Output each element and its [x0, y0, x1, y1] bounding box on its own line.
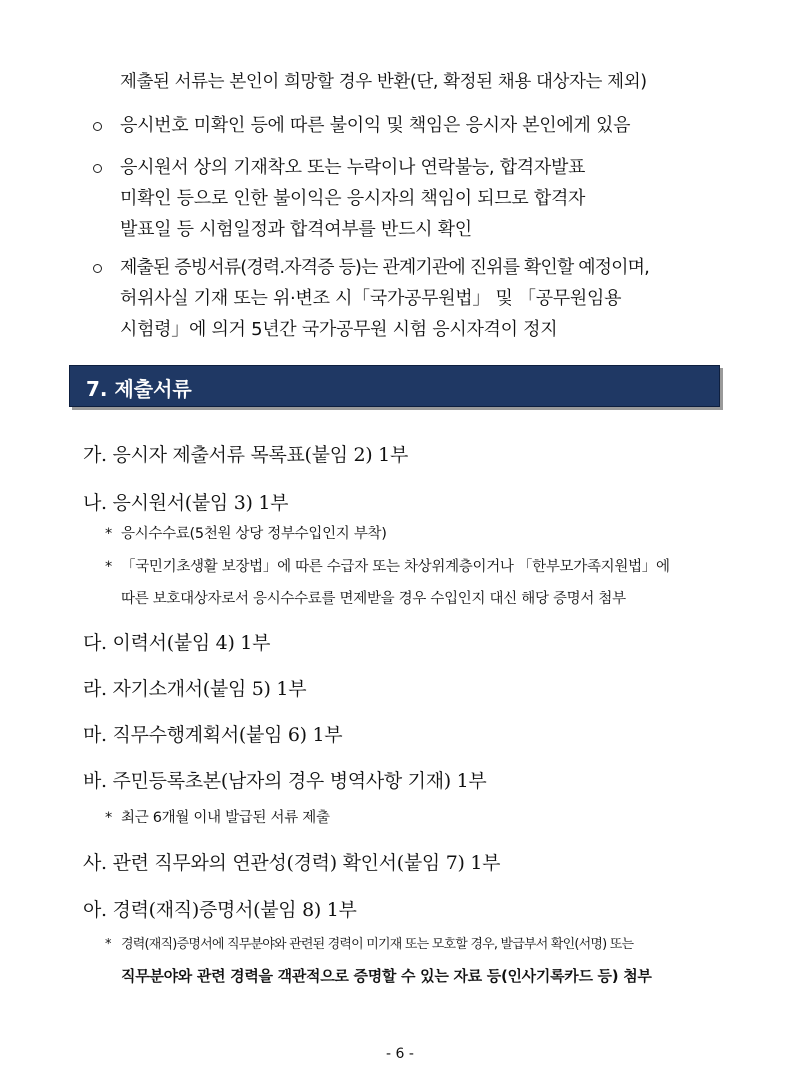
document-item: 바. 주민등록초본(남자의 경우 병역사항 기재) 1부 [83, 770, 487, 792]
note-line: 따른 보호대상자로서 응시수수료를 면제받을 경우 수입인지 대신 해당 증명서 첨부 [121, 591, 626, 607]
page-number: - 6 - [386, 1046, 414, 1062]
document-item: 아. 경력(재직)증명서(붙임 8) 1부 [83, 899, 357, 921]
note-line-bold: 직무분야와 관련 경력을 객관적으로 증명할 수 있는 자료 등(인사기록카드 등) 첨부 [121, 967, 652, 985]
asterisk-icon: * [105, 937, 111, 952]
asterisk-icon: * [105, 810, 112, 826]
document-item: 마. 직무수행계획서(붙임 6) 1부 [83, 724, 343, 746]
returned-documents-note: 제출된 서류는 본인이 희망할 경우 반환(단, 확정된 채용 대상자는 제외) [120, 72, 647, 92]
document-item: 라. 자기소개서(붙임 5) 1부 [83, 678, 307, 700]
circle-bullet-icon [93, 122, 102, 131]
bullet-line: 응시원서 상의 기재착오 또는 누락이나 연락불능, 합격자발표 [120, 157, 586, 178]
bullet-line: 발표일 등 시험일정과 합격여부를 반드시 확인 [120, 219, 472, 240]
bullet-line: 시험령」에 의거 5년간 국가공무원 시험 응시자격이 정지 [120, 319, 558, 340]
bullet-line: 응시번호 미확인 등에 따른 불이익 및 책임은 응시자 본인에게 있음 [120, 115, 631, 136]
section-header [69, 365, 720, 407]
document-item: 나. 응시원서(붙임 3) 1부 [83, 492, 289, 514]
bullet-line: 미확인 등으로 인한 불이익은 응시자의 책임이 되므로 합격자 [120, 188, 586, 209]
note-line: * 경력(재직)증명서에 직무분야와 관련된 경력이 미기재 또는 모호할 경우, 발급부서 확인(서명) 또는 [105, 937, 634, 952]
note-line: * 응시수수료(5천원 상당 정부수입인지 부착) [105, 526, 387, 542]
note-line: * 최근 6개월 이내 발급된 서류 제출 [105, 810, 330, 826]
circle-bullet-icon [93, 264, 102, 273]
note-line: * 「국민기초생활 보장법」에 따른 수급자 또는 차상위계층이거나 「한부모가족지원법」에 [105, 559, 670, 575]
bullet-line: 제출된 증빙서류(경력.자격증 등)는 관계기관에 진위를 확인할 예정이며, [120, 257, 649, 278]
asterisk-icon: * [105, 526, 112, 542]
document-item: 가. 응시자 제출서류 목록표(붙임 2) 1부 [83, 444, 408, 466]
section-title: 7. 제출서류 [86, 377, 192, 401]
asterisk-icon: * [105, 559, 112, 575]
circle-bullet-icon [93, 164, 102, 173]
document-item: 다. 이력서(붙임 4) 1부 [83, 632, 271, 654]
document-item: 사. 관련 직무와의 연관성(경력) 확인서(붙임 7) 1부 [83, 852, 501, 874]
bullet-line: 허위사실 기재 또는 위·변조 시「국가공무원법」 및 「공무원임용 [120, 288, 622, 309]
